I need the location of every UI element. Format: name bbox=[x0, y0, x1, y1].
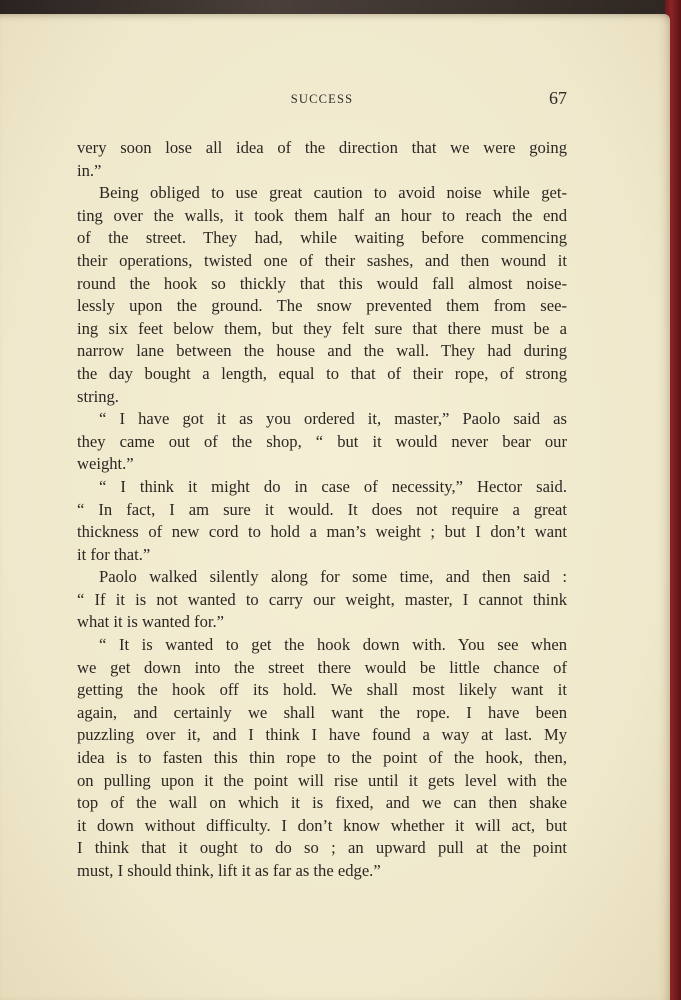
text-line: idea is to fasten this thin rope to the point of the hook, then, bbox=[77, 748, 567, 768]
text-line: Being obliged to use great caution to avoid noise while get- bbox=[99, 183, 567, 203]
text-line: I think that it ought to do so ; an upward pull at the point bbox=[77, 838, 567, 858]
text-line: in.” bbox=[77, 160, 102, 180]
text-line: their operations, twisted one of their sashes, and then wound it bbox=[77, 250, 567, 270]
text-line: narrow lane between the house and the wall. They had during bbox=[77, 341, 567, 361]
text-line: the day bought a length, equal to that of their rope, of strong bbox=[77, 363, 567, 383]
text-line: ing six feet below them, but they felt sure that there must be a bbox=[77, 318, 567, 338]
text-line: it for that.” bbox=[77, 544, 151, 564]
text-line: “ I think it might do in case of necessity,” Hector said. bbox=[99, 476, 567, 496]
text-line: puzzling over it, and I think I have found a way at last. My bbox=[77, 725, 567, 745]
text-line: Paolo walked silently along for some time, and then said : bbox=[99, 567, 567, 587]
running-head-title: SUCCESS bbox=[290, 92, 354, 106]
text-line: very soon lose all idea of the direction that we were going bbox=[77, 138, 567, 157]
text-line: we get down into the street there would be little chance of bbox=[77, 657, 567, 677]
page-number: 67 bbox=[549, 88, 567, 108]
text-line: again, and certainly we shall want the rope. I have been bbox=[77, 702, 567, 722]
text-line: thickness of new cord to hold a man’s weight ; but I don’t want bbox=[77, 522, 567, 542]
body-text bbox=[77, 137, 567, 883]
text-line: what it is wanted for.” bbox=[77, 612, 225, 632]
text-line: top of the wall on which it is fixed, and we can then shake bbox=[77, 793, 567, 813]
text-line: must, I should think, lift it as far as the edge.” bbox=[77, 861, 381, 880]
text-line: lessly upon the ground. The snow prevented them from see- bbox=[77, 296, 567, 316]
text-line: “ I have got it as you ordered it, master,” Paolo said as bbox=[99, 409, 567, 429]
text-line: weight.” bbox=[77, 454, 134, 474]
text-line: round the hook so thickly that this would fall almost noise- bbox=[77, 273, 567, 293]
text-line: “ If it is not wanted to carry our weight, master, I cannot think bbox=[77, 589, 567, 609]
text-line: “ It is wanted to get the hook down with. You see when bbox=[99, 635, 567, 655]
text-line: ting over the walls, it took them half an hour to reach the end bbox=[77, 205, 567, 225]
text-line: “ In fact, I am sure it would. It does not require a great bbox=[77, 499, 567, 519]
text-line: they came out of the shop, “ but it would never bear our bbox=[77, 431, 567, 451]
text-line: string. bbox=[77, 386, 119, 406]
text-line: of the street. They had, while waiting before commencing bbox=[77, 228, 567, 248]
text-line: it down without difficulty. I don’t know whether it will act, but bbox=[77, 815, 567, 835]
text-line: getting the hook off its hold. We shall most likely want it bbox=[77, 680, 567, 700]
text-line: on pulling upon it the point will rise until it gets level with the bbox=[77, 770, 567, 790]
running-head bbox=[77, 88, 567, 112]
